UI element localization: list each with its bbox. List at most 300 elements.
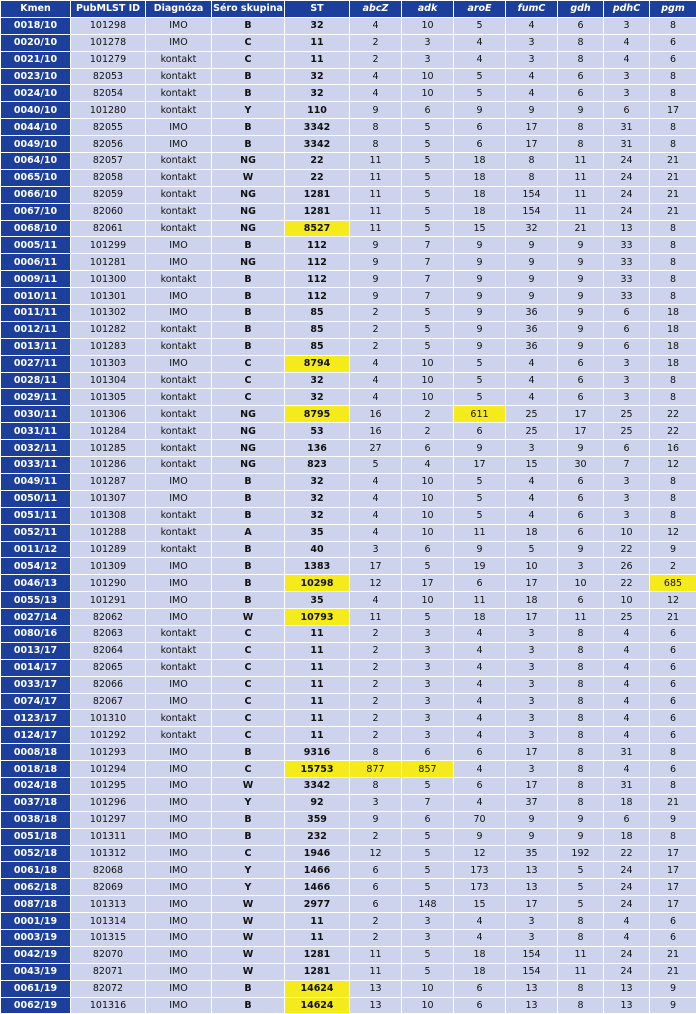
cell-pdhc: 4 [604,676,650,693]
table-header [1,1,696,18]
cell-fumc: 3 [506,913,558,930]
cell-kmen: 0032/11 [1,440,71,457]
cell-st: 8794 [285,355,350,372]
table-row [1,186,696,203]
cell-gdh: 6 [558,490,604,507]
cell-pgm: 8 [650,389,696,406]
cell-kmen: 0029/11 [1,389,71,406]
cell-diagnoza: IMO [146,862,212,879]
cell-abcz: 13 [350,980,402,997]
cell-abcz: 3 [350,541,402,558]
cell-gdh: 9 [558,321,604,338]
cell-gdh: 11 [558,946,604,963]
cell-pdhc: 24 [604,896,650,913]
cell-fumc: 154 [506,186,558,203]
cell-pdhc: 31 [604,136,650,153]
cell-pgm: 6 [650,676,696,693]
cell-st: 11 [285,642,350,659]
cell-kmen: 0023/10 [1,68,71,85]
cell-pdhc: 4 [604,51,650,68]
cell-sero-skupina: W [212,913,285,930]
table-row [1,85,696,102]
cell-pubmlst-id: 82065 [71,659,146,676]
cell-adk: 2 [402,406,454,423]
table-row [1,17,696,34]
cell-abcz: 2 [350,710,402,727]
table-row [1,896,696,913]
table-row [1,389,696,406]
cell-kmen: 0030/11 [1,406,71,423]
cell-fumc: 25 [506,406,558,423]
table-row [1,710,696,727]
header-abcz: abcZ [350,1,402,18]
cell-pgm: 2 [650,558,696,575]
cell-aroe: 18 [454,203,506,220]
cell-pgm: 6 [650,727,696,744]
cell-abcz: 3 [350,794,402,811]
cell-st: 112 [285,271,350,288]
table-row [1,119,696,136]
cell-abcz: 2 [350,642,402,659]
cell-adk: 5 [402,169,454,186]
cell-st: 11 [285,34,350,51]
cell-st: 11 [285,659,350,676]
cell-st: 3342 [285,136,350,153]
cell-gdh: 9 [558,811,604,828]
cell-st: 32 [285,17,350,34]
cell-sero-skupina: W [212,946,285,963]
cell-sero-skupina: NG [212,457,285,474]
header-row [1,1,696,18]
cell-gdh: 3 [558,558,604,575]
cell-gdh: 9 [558,271,604,288]
cell-pubmlst-id: 82054 [71,85,146,102]
cell-abcz: 4 [350,592,402,609]
cell-sero-skupina: NG [212,440,285,457]
cell-pubmlst-id: 101282 [71,321,146,338]
cell-adk: 6 [402,744,454,761]
cell-adk: 10 [402,490,454,507]
table-row [1,575,696,592]
cell-pdhc: 31 [604,777,650,794]
cell-pdhc: 3 [604,85,650,102]
cell-gdh: 9 [558,305,604,322]
cell-adk: 5 [402,879,454,896]
cell-pgm: 6 [650,659,696,676]
cell-diagnoza: IMO [146,558,212,575]
cell-pubmlst-id: 101312 [71,845,146,862]
cell-abcz: 17 [350,558,402,575]
table-row [1,980,696,997]
cell-adk: 7 [402,254,454,271]
cell-pdhc: 6 [604,440,650,457]
cell-aroe: 4 [454,642,506,659]
cell-gdh: 17 [558,406,604,423]
table-row [1,473,696,490]
cell-fumc: 3 [506,34,558,51]
table-row [1,794,696,811]
cell-fumc: 4 [506,473,558,490]
cell-sero-skupina: C [212,727,285,744]
table-row [1,271,696,288]
cell-gdh: 6 [558,355,604,372]
cell-pdhc: 4 [604,642,650,659]
cell-sero-skupina: B [212,507,285,524]
cell-st: 1281 [285,946,350,963]
cell-st: 85 [285,321,350,338]
cell-gdh: 30 [558,457,604,474]
cell-sero-skupina: C [212,389,285,406]
cell-st: 11 [285,929,350,946]
cell-gdh: 8 [558,794,604,811]
cell-pgm: 6 [650,34,696,51]
cell-adk: 3 [402,727,454,744]
cell-abcz: 11 [350,946,402,963]
cell-aroe: 9 [454,338,506,355]
cell-adk: 17 [402,575,454,592]
cell-pubmlst-id: 101302 [71,305,146,322]
cell-pubmlst-id: 101297 [71,811,146,828]
table-row [1,879,696,896]
cell-fumc: 3 [506,51,558,68]
cell-abcz: 4 [350,85,402,102]
cell-abcz: 2 [350,676,402,693]
cell-fumc: 17 [506,777,558,794]
cell-adk: 6 [402,440,454,457]
cell-diagnoza: kontakt [146,659,212,676]
cell-kmen: 0031/11 [1,423,71,440]
cell-sero-skupina: C [212,659,285,676]
cell-st: 11 [285,710,350,727]
cell-pgm: 685 [650,575,696,592]
cell-gdh: 8 [558,997,604,1014]
table-row [1,490,696,507]
cell-abcz: 6 [350,862,402,879]
cell-pubmlst-id: 101313 [71,896,146,913]
cell-st: 3342 [285,777,350,794]
cell-adk: 10 [402,524,454,541]
cell-abcz: 9 [350,254,402,271]
cell-gdh: 9 [558,288,604,305]
table-row [1,406,696,423]
cell-pubmlst-id: 101290 [71,575,146,592]
cell-fumc: 13 [506,879,558,896]
cell-aroe: 611 [454,406,506,423]
cell-kmen: 0013/11 [1,338,71,355]
cell-fumc: 36 [506,321,558,338]
cell-abcz: 2 [350,693,402,710]
table-row [1,102,696,119]
cell-adk: 5 [402,609,454,626]
cell-gdh: 9 [558,237,604,254]
cell-abcz: 16 [350,406,402,423]
cell-abcz: 8 [350,777,402,794]
cell-abcz: 2 [350,338,402,355]
cell-kmen: 0074/17 [1,693,71,710]
cell-diagnoza: IMO [146,963,212,980]
cell-st: 14624 [285,980,350,997]
cell-fumc: 3 [506,659,558,676]
cell-kmen: 0051/18 [1,828,71,845]
cell-st: 8527 [285,220,350,237]
cell-fumc: 13 [506,862,558,879]
cell-pgm: 8 [650,490,696,507]
cell-gdh: 5 [558,862,604,879]
table-row [1,541,696,558]
cell-pdhc: 3 [604,490,650,507]
cell-fumc: 9 [506,254,558,271]
cell-kmen: 0011/11 [1,305,71,322]
cell-fumc: 37 [506,794,558,811]
cell-sero-skupina: Y [212,862,285,879]
cell-abcz: 2 [350,625,402,642]
cell-pgm: 17 [650,102,696,119]
cell-diagnoza: IMO [146,761,212,778]
cell-pgm: 21 [650,203,696,220]
cell-pgm: 6 [650,51,696,68]
cell-pdhc: 33 [604,288,650,305]
cell-adk: 3 [402,710,454,727]
cell-gdh: 9 [558,254,604,271]
cell-pdhc: 31 [604,744,650,761]
cell-sero-skupina: C [212,372,285,389]
cell-aroe: 5 [454,372,506,389]
cell-pubmlst-id: 101289 [71,541,146,558]
cell-kmen: 0027/11 [1,355,71,372]
cell-adk: 10 [402,389,454,406]
cell-st: 11 [285,693,350,710]
cell-sero-skupina: NG [212,203,285,220]
table-row [1,440,696,457]
cell-pubmlst-id: 82062 [71,609,146,626]
cell-fumc: 10 [506,558,558,575]
cell-kmen: 0018/10 [1,17,71,34]
cell-aroe: 6 [454,744,506,761]
cell-fumc: 3 [506,710,558,727]
cell-aroe: 11 [454,524,506,541]
cell-gdh: 8 [558,676,604,693]
cell-pgm: 8 [650,220,696,237]
cell-kmen: 0123/17 [1,710,71,727]
cell-kmen: 0040/10 [1,102,71,119]
cell-aroe: 5 [454,389,506,406]
cell-fumc: 4 [506,389,558,406]
cell-pgm: 8 [650,17,696,34]
table-row [1,862,696,879]
cell-aroe: 6 [454,997,506,1014]
cell-pgm: 12 [650,524,696,541]
cell-gdh: 6 [558,524,604,541]
cell-gdh: 11 [558,186,604,203]
cell-pubmlst-id: 82061 [71,220,146,237]
cell-diagnoza: IMO [146,676,212,693]
cell-pubmlst-id: 82063 [71,625,146,642]
cell-sero-skupina: C [212,693,285,710]
cell-diagnoza: kontakt [146,727,212,744]
cell-abcz: 13 [350,997,402,1014]
cell-gdh: 6 [558,389,604,406]
cell-sero-skupina: B [212,592,285,609]
cell-diagnoza: kontakt [146,51,212,68]
cell-pgm: 17 [650,862,696,879]
cell-aroe: 19 [454,558,506,575]
cell-abcz: 2 [350,913,402,930]
cell-st: 112 [285,237,350,254]
cell-kmen: 0046/13 [1,575,71,592]
cell-kmen: 0014/17 [1,659,71,676]
cell-st: 32 [285,85,350,102]
cell-gdh: 9 [558,541,604,558]
table-row [1,372,696,389]
cell-aroe: 18 [454,186,506,203]
cell-fumc: 9 [506,102,558,119]
table-row [1,777,696,794]
cell-pdhc: 3 [604,17,650,34]
cell-pubmlst-id: 101293 [71,744,146,761]
cell-pgm: 6 [650,625,696,642]
cell-fumc: 8 [506,169,558,186]
cell-pgm: 8 [650,119,696,136]
cell-adk: 3 [402,913,454,930]
cell-pubmlst-id: 101296 [71,794,146,811]
cell-abcz: 8 [350,119,402,136]
cell-pubmlst-id: 82071 [71,963,146,980]
cell-aroe: 4 [454,659,506,676]
cell-pgm: 21 [650,169,696,186]
cell-adk: 5 [402,305,454,322]
cell-pubmlst-id: 101294 [71,761,146,778]
cell-pgm: 8 [650,777,696,794]
cell-pdhc: 25 [604,609,650,626]
table-row [1,203,696,220]
cell-kmen: 0062/18 [1,879,71,896]
cell-st: 11 [285,51,350,68]
table-row [1,51,696,68]
cell-gdh: 9 [558,440,604,457]
cell-st: 22 [285,153,350,170]
cell-fumc: 4 [506,372,558,389]
cell-aroe: 173 [454,879,506,896]
cell-diagnoza: kontakt [146,507,212,524]
table-row [1,811,696,828]
cell-sero-skupina: W [212,963,285,980]
cell-aroe: 9 [454,321,506,338]
cell-aroe: 4 [454,625,506,642]
cell-st: 232 [285,828,350,845]
cell-pgm: 17 [650,879,696,896]
cell-kmen: 0067/10 [1,203,71,220]
cell-kmen: 0013/17 [1,642,71,659]
cell-pdhc: 7 [604,457,650,474]
cell-pgm: 18 [650,305,696,322]
cell-diagnoza: kontakt [146,338,212,355]
cell-kmen: 0049/10 [1,136,71,153]
cell-pubmlst-id: 82053 [71,68,146,85]
cell-aroe: 5 [454,85,506,102]
cell-kmen: 0028/11 [1,372,71,389]
cell-st: 35 [285,524,350,541]
cell-fumc: 9 [506,288,558,305]
cell-abcz: 2 [350,828,402,845]
cell-pdhc: 25 [604,406,650,423]
cell-pubmlst-id: 101287 [71,473,146,490]
cell-pubmlst-id: 101281 [71,254,146,271]
table-row [1,423,696,440]
cell-kmen: 0050/11 [1,490,71,507]
cell-fumc: 3 [506,440,558,457]
cell-pdhc: 4 [604,625,650,642]
cell-diagnoza: IMO [146,828,212,845]
cell-pdhc: 4 [604,710,650,727]
cell-fumc: 3 [506,625,558,642]
cell-pubmlst-id: 101305 [71,389,146,406]
cell-st: 32 [285,389,350,406]
cell-fumc: 18 [506,592,558,609]
cell-fumc: 15 [506,457,558,474]
cell-pubmlst-id: 101286 [71,457,146,474]
cell-aroe: 70 [454,811,506,828]
cell-st: 3342 [285,119,350,136]
cell-pgm: 8 [650,68,696,85]
cell-gdh: 8 [558,136,604,153]
cell-st: 1466 [285,862,350,879]
cell-st: 1281 [285,963,350,980]
cell-pubmlst-id: 82069 [71,879,146,896]
cell-gdh: 21 [558,220,604,237]
cell-sero-skupina: B [212,119,285,136]
cell-gdh: 11 [558,609,604,626]
cell-abcz: 4 [350,355,402,372]
cell-pgm: 8 [650,372,696,389]
cell-fumc: 17 [506,575,558,592]
cell-fumc: 17 [506,119,558,136]
cell-gdh: 6 [558,592,604,609]
cell-aroe: 4 [454,929,506,946]
cell-abcz: 9 [350,271,402,288]
table-row [1,355,696,372]
cell-st: 2977 [285,896,350,913]
cell-kmen: 0024/10 [1,85,71,102]
cell-pubmlst-id: 82057 [71,153,146,170]
cell-kmen: 0009/11 [1,271,71,288]
cell-fumc: 18 [506,524,558,541]
cell-abcz: 11 [350,203,402,220]
cell-sero-skupina: B [212,575,285,592]
table-row [1,845,696,862]
cell-sero-skupina: C [212,761,285,778]
cell-pdhc: 3 [604,355,650,372]
cell-kmen: 0052/11 [1,524,71,541]
cell-kmen: 0080/16 [1,625,71,642]
table-row [1,625,696,642]
cell-diagnoza: IMO [146,777,212,794]
cell-pdhc: 24 [604,879,650,896]
cell-gdh: 8 [558,777,604,794]
cell-diagnoza: kontakt [146,220,212,237]
cell-st: 11 [285,727,350,744]
cell-st: 35 [285,592,350,609]
cell-st: 32 [285,68,350,85]
cell-pubmlst-id: 82072 [71,980,146,997]
cell-kmen: 0068/10 [1,220,71,237]
cell-gdh: 8 [558,51,604,68]
cell-adk: 10 [402,17,454,34]
cell-fumc: 4 [506,355,558,372]
cell-diagnoza: IMO [146,490,212,507]
cell-abcz: 2 [350,659,402,676]
cell-gdh: 9 [558,828,604,845]
cell-kmen: 0055/13 [1,592,71,609]
